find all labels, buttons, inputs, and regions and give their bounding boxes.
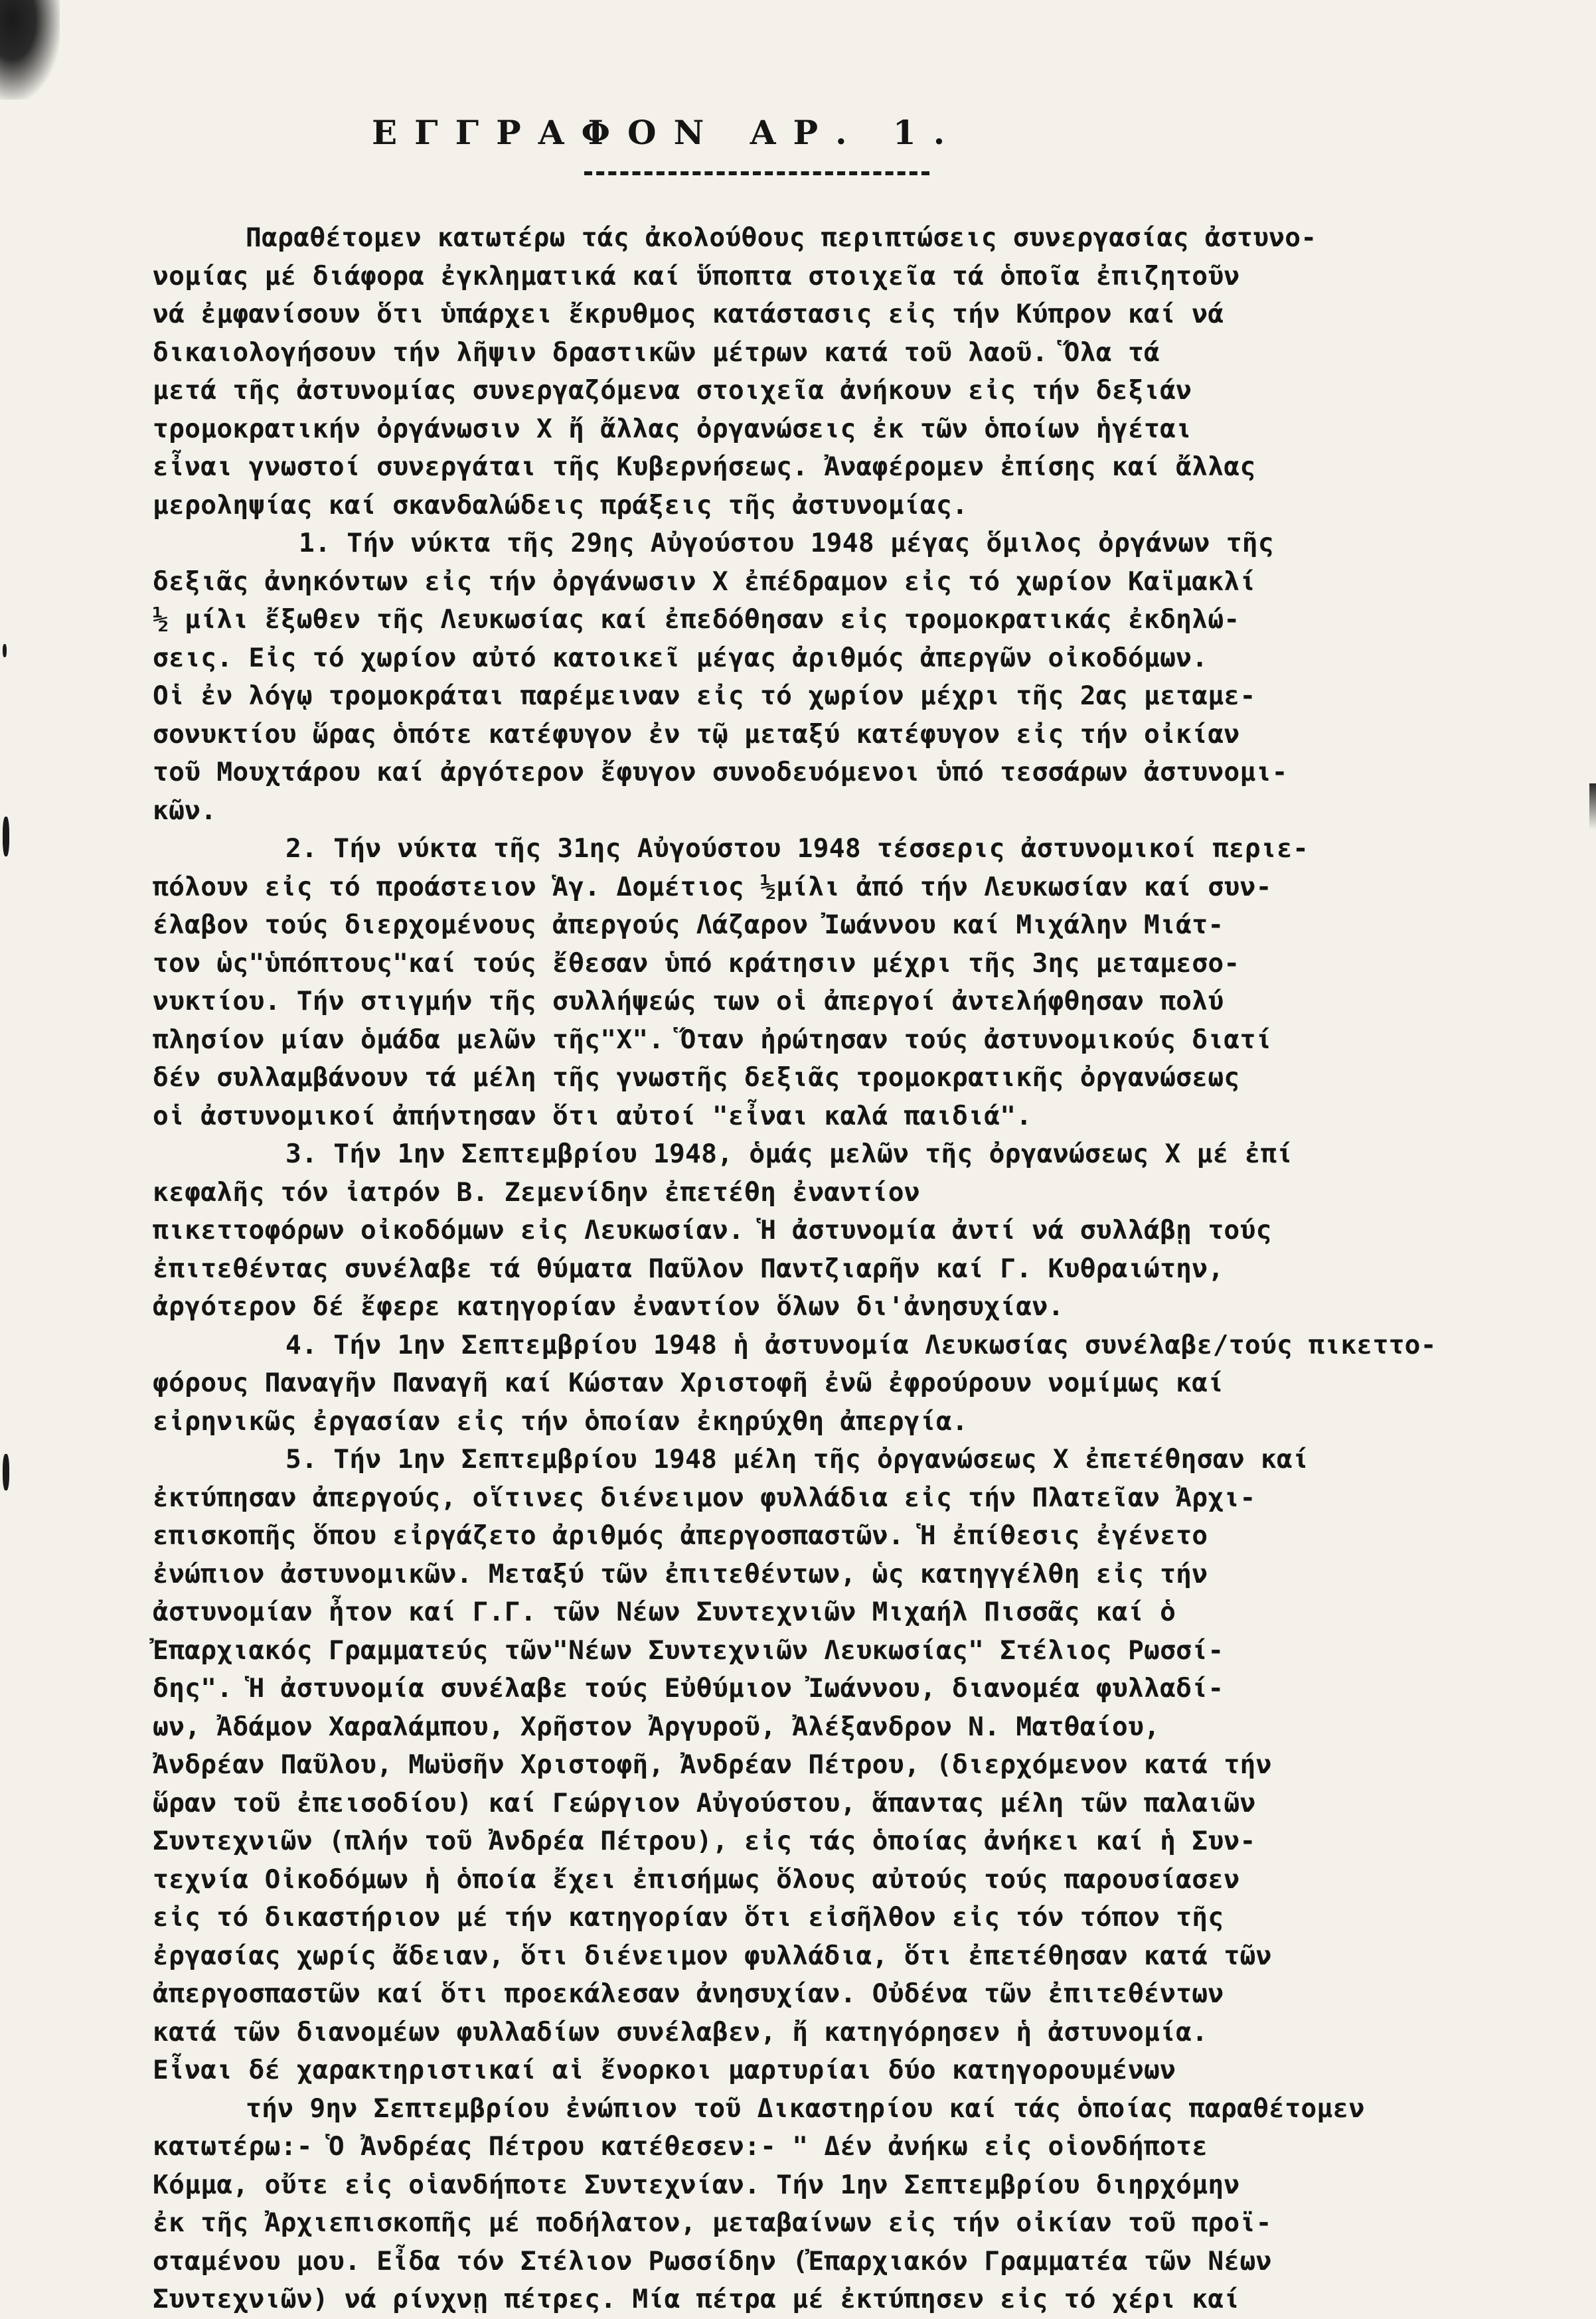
document-body: [153, 219, 1534, 2319]
text-line: ½ μίλι ἔξωθεν τῆς Λευκωσίας καί ἐπεδόθησαν εἰς τρομοκρατικάς ἐκδηλώ-: [153, 604, 1240, 635]
text-line: ἀργότερον δέ ἔφερε κατηγορίαν ἐναντίον ὅλων δι'ἀνησυχίαν.: [153, 1291, 1064, 1322]
text-line: φόρους Παναγῆν Παναγῆ καί Κώσταν Χριστοφῆ ἐνῶ ἐφρούρουν νομίμως καί: [153, 1368, 1224, 1398]
text-line: ἐπιτεθέντας συνέλαβε τά θύματα Παῦλον Παντζιαρῆν καί Γ. Κυθραιώτην,: [153, 1253, 1224, 1284]
text-line: 4. Τήν 1ην Σεπτεμβρίου 1948 ἡ ἀστυνομία Λευκωσίας συνέλαβε/τούς πικεττο-: [285, 1329, 1437, 1360]
text-line: τοῦ Μουχτάρου καί ἀργότερον ἔφυγον συνοδευόμενοι ὑπό τεσσάρων ἀστυνομι-: [153, 757, 1288, 787]
text-line: σταμένου μου. Εἶδα τόν Στέλιον Ρωσσίδην (Ἐπαρχιακόν Γραμματέα τῶν Νέων: [153, 2245, 1272, 2277]
text-line: μεροληψίας καί σκανδαλώδεις πράξεις τῆς ἀστυνομίας.: [153, 489, 969, 520]
text-line: σεις. Εἰς τό χωρίον αὐτό κατοικεῖ μέγας ἀριθμός ἀπεργῶν οἰκοδόμων.: [153, 642, 1208, 673]
text-line: Ἐπαρχιακός Γραμματεύς τῶν"Νέων Συντεχνιῶν Λευκωσίας" Στέλιος Ρωσσί-: [153, 1635, 1224, 1666]
text-line: κῶν.: [153, 795, 217, 826]
text-line: εἰς τό δικαστήριον μέ τήν κατηγορίαν ὅτι εἰσῆλθον εἰς τόν τόπον τῆς: [153, 1902, 1224, 1933]
margin-mark: [3, 817, 9, 856]
text-line: ἐνώπιον ἀστυνομικῶν. Μεταξύ τῶν ἐπιτεθέντων, ὡς κατηγγέλθη εἰς τήν: [153, 1558, 1208, 1589]
text-line: Εἶναι δέ χαρακτηριστικαί αἱ ἔνορκοι μαρτυρίαι δύο κατηγορουμένων: [153, 2055, 1176, 2085]
text-line: 3. Τήν 1ην Σεπτεμβρίου 1948, ὁμάς μελῶν τῆς ὀργανώσεως Χ μέ ἐπί: [285, 1139, 1293, 1169]
text-line: ἐκτύπησαν ἀπεργούς, οἵτινες διένειμον φυλλάδια εἰς τήν Πλατεῖαν Ἀρχι-: [153, 1482, 1256, 1513]
text-line: ἐκ τῆς Ἀρχιεπισκοπῆς μέ ποδήλατον, μεταβαίνων εἰς τήν οἰκίαν τοῦ προϊ-: [153, 2207, 1272, 2238]
title-underline: [584, 171, 929, 175]
text-line: Συντεχνιῶν) νά ρίνχνῃ πέτρες. Μία πέτρα μέ ἐκτύπησεν εἰς τό χέρι καί: [153, 2284, 1240, 2314]
text-line: πόλουν εἰς τό προάστειον Ἁγ. Δομέτιος ½μίλι ἀπό τήν Λευκωσίαν καί συν-: [153, 871, 1272, 902]
text-line: έλαβον τούς διερχομένους ἀπεργούς Λάζαρον Ἰωάννου καί Μιχάλην Μιάτ-: [153, 910, 1224, 940]
text-line: 5. Τήν 1ην Σεπτεμβρίου 1948 μέλη τῆς ὀργανώσεως Χ ἐπετέθησαν καί: [285, 1444, 1309, 1475]
text-line: δικαιολογήσουν τήν λῆψιν δραστικῶν μέτρων κατά τοῦ λαοῦ. Ὅλα τά: [153, 337, 1160, 368]
margin-mark: [3, 644, 7, 657]
text-line: τεχνία Οἰκοδόμων ἡ ὁποία ἔχει ἐπισήμως ὅλους αὐτούς τούς παρουσίασεν: [153, 1864, 1240, 1895]
text-line: εἰρηνικῶς ἐργασίαν εἰς τήν ὁποίαν ἐκηρύχθη ἀπεργία.: [153, 1405, 969, 1437]
text-line: δης". Ἡ ἀστυνομία συνέλαβε τούς Εὐθύμιον Ἰωάννου, διανομέα φυλλαδί-: [153, 1673, 1224, 1704]
text-line: ων, Ἀδάμον Χαραλάμπου, Χρῆστον Ἀργυροῦ, Ἀλέξανδρον Ν. Ματθαίου,: [153, 1711, 1160, 1742]
text-line: Κόμμα, οὔτε εἰς οἱανδήποτε Συντεχνίαν. Τήν 1ην Σεπτεμβρίου διηρχόμην: [153, 2169, 1240, 2200]
text-line: Παραθέτομεν κατωτέρω τάς ἀκολούθους περιπτώσεις συνεργασίας ἀστυνο-: [246, 222, 1317, 253]
text-line: Οἱ ἐν λόγῳ τρομοκράται παρέμειναν εἰς τό χωρίον μέχρι τῆς 2ας μεταμε-: [153, 680, 1256, 711]
document-title: ΕΓΓΡΑΦΟΝ ΑΡ. 1.: [372, 113, 963, 152]
scan-edge-mark: [1589, 783, 1596, 830]
text-line: τον ὡς"ὑπόπτους"καί τούς ἔθεσαν ὑπό κράτησιν μέχρι τῆς 3ης μεταμεσο-: [153, 947, 1240, 979]
text-line: νά ἐμφανίσουν ὅτι ὑπάρχει ἔκρυθμος κατάστασις εἰς τήν Κύπρον καί νά: [153, 299, 1224, 329]
text-line: πικεττοφόρων οἰκοδόμων εἰς Λευκωσίαν. Ἡ ἀστυνομία ἀντί νά συλλάβῃ τούς: [153, 1215, 1272, 1245]
text-line: εἶναι γνωστοί συνεργάται τῆς Κυβερνήσεως. Ἀναφέρομεν ἐπίσης καί ἄλλας: [153, 451, 1256, 482]
text-line: 2. Τήν νύκτα τῆς 31ης Αὐγούστου 1948 τέσσερις ἀστυνομικοί περιε-: [285, 833, 1309, 864]
text-line: Συντεχνιῶν (πλήν τοῦ Ἀνδρέα Πέτρου), εἰς τάς ὁποίας ἀνήκει καί ἡ Συν-: [153, 1826, 1256, 1856]
text-line: 1. Τήν νύκτα τῆς 29ης Αὐγούστου 1948 μέγας ὅμιλος ὀργάνων τῆς: [299, 528, 1274, 558]
text-line: ἐργασίας χωρίς ἄδειαν, ὅτι διένειμον φυλλάδια, ὅτι ἐπετέθησαν κατά τῶν: [153, 1940, 1272, 1971]
margin-mark: [3, 1454, 9, 1490]
text-line: σονυκτίου ὥρας ὁπότε κατέφυγον ἐν τῷ μεταξύ κατέφυγον εἰς τήν οἰκίαν: [153, 718, 1240, 750]
text-line: ἀπεργοσπαστῶν καί ὅτι προεκάλεσαν ἀνησυχίαν. Οὐδένα τῶν ἐπιτεθέντων: [153, 1978, 1224, 2009]
text-line: οἱ ἀστυνομικοί ἀπήντησαν ὅτι αὐτοί "εἶναι καλά παιδιά".: [153, 1100, 1032, 1131]
text-line: πλησίον μίαν ὁμάδα μελῶν τῆς"Χ". Ὅταν ἠρώτησαν τούς ἀστυνομικούς διατί: [153, 1024, 1272, 1055]
text-line: δεξιᾶς ἀνηκόντων εἰς τήν ὀργάνωσιν Χ ἐπέδραμον εἰς τό χωρίον Καϊμακλί: [153, 566, 1256, 597]
scan-corner-mark: [0, 0, 60, 100]
text-line: Ἀνδρέαν Παῦλου, Μωϋσῆν Χριστοφῆ, Ἀνδρέαν Πέτρου, (διερχόμενον κατά τήν: [153, 1749, 1272, 1780]
text-line: ὥραν τοῦ ἐπεισοδίου) καί Γεώργιον Αὐγούστου, ἅπαντας μέλη τῶν παλαιῶν: [153, 1787, 1256, 1818]
text-line: τρομοκρατικήν ὀργάνωσιν Χ ἤ ἄλλας ὀργανώσεις ἐκ τῶν ὁποίων ἡγέται: [153, 413, 1192, 444]
text-line: κατωτέρω:- Ὁ Ἀνδρέας Πέτρου κατέθεσεν:- " Δέν ἀνήκω εἰς οἱονδήποτε: [153, 2131, 1208, 2162]
text-line: κεφαλῆς τόν ἰατρόν Β. Ζεμενίδην ἐπετέθη ἐναντίον: [153, 1176, 920, 1208]
text-line: κατά τῶν διανομέων φυλλαδίων συνέλαβεν, ἤ κατηγόρησεν ἡ ἀστυνομία.: [153, 2016, 1208, 2047]
text-line: τήν 9ην Σεπτεμβρίου ἐνώπιον τοῦ Δικαστηρίου καί τάς ὁποίας παραθέτομεν: [246, 2093, 1365, 2124]
text-line: επισκοπῆς ὅπου εἰργάζετο ἀριθμός ἀπεργοσπαστῶν. Ἡ ἐπίθεσις ἐγένετο: [153, 1520, 1208, 1551]
text-line: ἀστυνομίαν ἦτον καί Γ.Γ. τῶν Νέων Συντεχνιῶν Μιχαήλ Πισσᾶς καί ὁ: [153, 1597, 1176, 1627]
text-line: νυκτίου. Τήν στιγμήν τῆς συλλήψεώς των οἱ ἀπεργοί ἀντελήφθησαν πολύ: [153, 986, 1224, 1016]
text-line: νομίας μέ διάφορα ἐγκληματικά καί ὕποπτα στοιχεῖα τά ὁποῖα ἐπιζητοῦν: [153, 260, 1240, 291]
text-line: μετά τῆς ἀστυνομίας συνεργαζόμενα στοιχεῖα ἀνήκουν εἰς τήν δεξιάν: [153, 375, 1192, 406]
text-line: δέν συλλαμβάνουν τά μέλη τῆς γνωστῆς δεξιᾶς τρομοκρατικῆς ὀργανώσεως: [153, 1062, 1240, 1093]
